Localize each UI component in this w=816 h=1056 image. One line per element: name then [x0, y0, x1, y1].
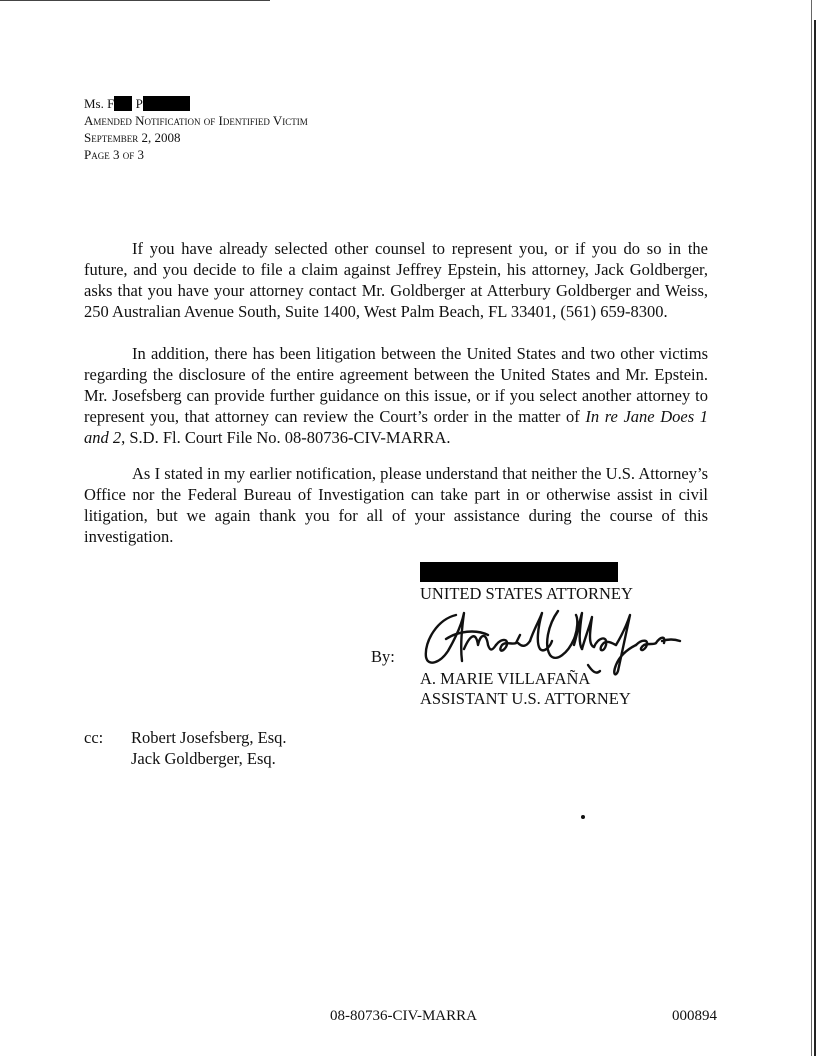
cc-recipient: Jack Goldberger, Esq. — [131, 749, 276, 768]
paragraph-text: As I stated in my earlier notification, please understand that neither the U.S. Attorney’s Office nor the Federal Bureau of Investigation can take part in or otherwise assist in civil litigation, but we again thank you for all of your assistance during the course of this investigation. — [84, 464, 708, 546]
paragraph-text-after: , S.D. Fl. Court File No. 08-80736-CIV-MARRA. — [121, 428, 451, 447]
recipient-mid: P — [135, 96, 143, 111]
page-indicator: Page 3 of 3 — [84, 147, 144, 162]
letter-date: September 2, 2008 — [84, 130, 181, 145]
paragraph-litigation — [84, 343, 708, 448]
paragraph-text — [84, 343, 708, 448]
signature-office: UNITED STATES ATTORNEY — [420, 584, 633, 603]
scan-speck — [581, 815, 585, 819]
case-name: In re Jane Does 1 and 2 — [84, 407, 708, 447]
notification-title: Amended Notification of Identified Victim — [84, 113, 308, 128]
paragraph-counsel-contact — [84, 238, 708, 322]
cc-recipient: Robert Josefsberg, Esq. — [131, 728, 287, 747]
redaction-box — [114, 96, 132, 111]
paragraph-text: If you have already selected other counsel to represent you, or if you do so in the future, and you decide to file a claim against Jeffrey Epstein, his attorney, Jack Goldberger, asks that you have your attorney contact Mr. Goldberger at Atterbury Goldberger and Weiss, 250 Australian Avenue South, Suite 1400, West Palm Beach, FL 33401, (561) 659-8300. — [84, 239, 708, 321]
paragraph-closing — [84, 463, 708, 547]
redaction-box — [143, 96, 190, 111]
scan-edge-top — [0, 0, 270, 1]
handwritten-signature — [418, 605, 686, 679]
paragraph-text-before: In addition, there has been litigation between the United States and two other victims regarding the disclosure of the entire agreement between the United States and Mr. Epstein. Mr. Josefsberg can provide further guidance on this issue, or if you select another attorney to represent you, that attorney can review the Court’s order in the matter of — [84, 344, 708, 426]
signatory-title: ASSISTANT U.S. ATTORNEY — [420, 689, 631, 708]
recipient-prefix: Ms. F — [84, 96, 115, 111]
by-label: By: — [371, 647, 395, 666]
cc-label: cc: — [84, 728, 104, 747]
recipient-line — [84, 95, 308, 112]
signatory-name: A. MARIE VILLAFAÑA — [420, 669, 591, 688]
footer-case-number: 08-80736-CIV-MARRA — [330, 1008, 477, 1024]
footer-bates-number: 000894 — [672, 1008, 717, 1024]
scan-edge-right — [811, 0, 812, 1056]
signatory-redaction-box — [420, 562, 618, 582]
cc-recipients — [131, 727, 287, 769]
letter-header — [84, 95, 308, 163]
